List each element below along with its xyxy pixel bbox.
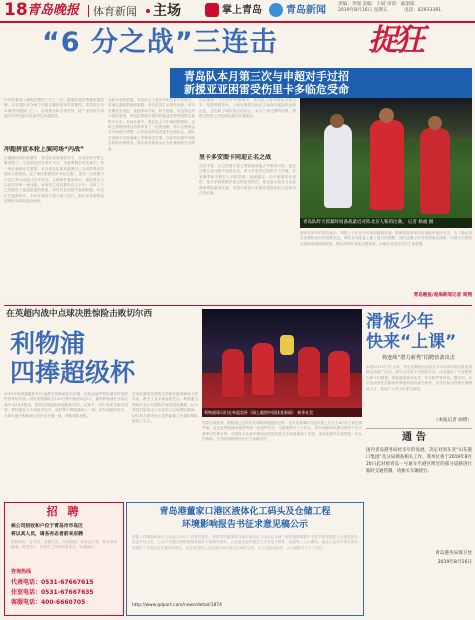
lead-column-1: 中甲联赛进入赛程后期的三分之一后，联赛冲超形势越来越清晰，多支球队争夺两个冲超名额的竞争异常激烈。青岛队作为本赛季冲超热门之一，目前排名积分榜前列，接下来连续与申超对手的同组对抗将决定冲超前景。 冲超拼宣本轮上演同场“内战” 在刚刚结束的联赛中，青岛队客场战胜对手，目前在积分榜上暂列第三，与前两名的分差并不大，本赛季剩余的比赛中，每一场比赛都至关重要。本月青岛队要连续面对三支同样具有冲超实力的球队，这三场比赛被视为“6分之战”，因为一旦获胜不仅自己拿分还能让对手丢分。主教练在赛前表示，球队要全力以赴打好每一场比赛，争取把主动权握在自己手中。全队上下已经做好了迎接挑战的准备，球员们在训练中表现积极，状态正在逐渐回升。本轮比赛将于周六晚上进行，俱乐部希望球迷到现场为球队加油助威。	[4, 98, 104, 204]
recruit-phone-3: 客服电话：400-6660705	[11, 599, 86, 606]
lead-photo-caption: 青岛队昨天抓紧时间备战最近对阵北京人和的比赛。 记者 杨福 摄	[300, 218, 472, 228]
recruit-line-2: 将以其人员，请各有志者前来应聘	[11, 532, 83, 537]
editor-line: 责编：李强 美编：王斌 审读：戚朋商	[338, 2, 415, 7]
page-number: 18	[4, 0, 28, 20]
notice-title: 通告	[402, 432, 430, 443]
masthead	[0, 0, 475, 22]
lead-column-4: 德甲名单中的球员表示，球队上下正在为比赛积极做准备。教练组要求球员在训练中保持专注，为了能让球员们保持良好的竞技状态，球队在训练量上做了适当的调整，同时加强了针对性的战术演练。比赛当天将有大批球迷到现场观战，俱乐部呼吁球迷文明观赛，为球队营造良好的主场氛围。 青岛晚报/观海新闻记者 周翔	[300, 231, 472, 298]
recruit-phone-1: 代表电话：0531-67667615	[11, 579, 94, 586]
column-name: 主场	[153, 3, 181, 19]
middle-kicker: 在英超内战中点球决胜惊险击败切尔西	[6, 309, 153, 319]
lead-subtitle-banner	[170, 68, 472, 98]
lead-headline-accent: 捉狂	[368, 23, 422, 58]
middle-body-3: 凭借这场胜利，利物浦已经四次获得欧洲超级杯冠军，在该项赛事的夺冠次数上仅次于AC米兰和巴塞罗那。这也是利物浦本赛季的第一座冠军奖杯，为新赛季开了个好头。切尔西新帅执教后的首个正式赛事以失利告终，但球队在比赛中展现出的进攻能力让球迷看到了希望。本场比赛的主裁判是一名女性裁判，这在欧洲超级杯历史上尚属首次。	[202, 421, 362, 442]
notice-org: 青岛港务局保卫处	[435, 551, 472, 556]
middle-headline-2: 四捧超级杯	[10, 358, 136, 387]
recruit-title: 招 聘	[46, 505, 82, 518]
partner-name: 青岛新闻	[286, 5, 326, 16]
hotline: 电话：82933391	[404, 8, 442, 13]
lead-column-3: 应在赛前三个月的中甲联赛中，青岛队与前列球队分别交手，结果有胜有负。上轮比赛青岛队在主场面对强敌时表现出色，这也给了球队很大的信心。本月三场比赛的结果，将很大程度上决定球队能否冲超成功。 里卡多安图卡同迎正名之战 从技术看，后卫安图卡是主教练赛前重点考察的对象，他在近期几场比赛中表现出色，里卡多是青岛队的主力外援，在本赛季前半程打入多粒进球，表现稳定。由于新援亚亚受伤，里卡多将被赋予更大的进攻责任，他也表示将全力以赴帮助球队赢得比赛。安图卡和里卡多都希望借此机会证明自己的价值。	[199, 98, 296, 196]
lead-byline: 青岛晚报/观海新闻记者 周翔	[413, 293, 472, 298]
notice	[366, 432, 472, 582]
port-ad-title-2: 环境影响报告书征求意见稿公示	[181, 520, 308, 530]
side-byline: （本报记者 曲增）	[433, 418, 472, 423]
port-ad: 青岛港董家口港区液体化工码头及仓储工程 环境影响报告书征求意见稿公示 根据《环境影响评价公众参与办法》的有关规定，现将青岛港董家口港区液体化工码头及仓储工程环境影响报告书征求意见稿及公众意见表等信息予以公开，公众可以通过网络链接查阅和下载相关资料，公众意见表的提交方式为电子邮件、信函等。公示期间，欢迎公众对本项目的环境保护工作提出宝贵意见和建议，征求意见的公众范围为项目周边区域的公民、法人和其他组织，公示期限为十个工作日。 http://www.qdport.com/news/detail/1874	[126, 502, 364, 616]
lead-headline: “6 分之战”三连击	[42, 27, 278, 58]
date-line: 2019年8月16日 星期五	[338, 8, 388, 13]
paper-name: 青岛晚报	[27, 3, 80, 18]
side-headline-2: 快来“上课”	[366, 332, 457, 352]
side-body: 本报8月15日讯 日前，青岛市滑板运动协会与市体育局联合推出滑板运动推广活动，面向全市青少年招收学员。活动邀请了专业教练为孩子们授课，课程涵盖基本动作、安全防护等内容。据介绍，本次活动旨在发掘培养滑板项目的潜力新秀，为今后参加各级比赛储备人才，欢迎广大青少年报名参加。 （本报记者 曲增）	[366, 365, 472, 423]
recruit-phone-2: 住室电话：0531-67667635	[11, 589, 94, 596]
middle-body-1: 2019年欧洲超级杯15日凌晨在伊斯坦布尔打响，由欧冠冠军利物浦对阵欧联杯冠军切尔西。两支英超球队在120分钟内战成2比2平，最终利物浦在点球大战中以5比4胜出，第四次捧起欧洲超级杯奖杯。比赛中，切尔西率先取得进球，利物浦在下半场扳平比分，加时赛中利物浦再入一球，切尔西随后扳平。点球大战中利物浦门将扑出关键一球，帮助球队获胜。	[4, 392, 128, 418]
middle-photo-caption: 利物浦球员们在举起奖杯（网上截图中国体育新闻） 新华社发	[202, 408, 362, 417]
app-name: 掌上青岛	[222, 5, 262, 16]
lead-subhead-2: 里卡多安图卡同迎正名之战	[199, 154, 272, 161]
lead-subtitle-1: 青岛队本月第三次与申超对手过招	[184, 70, 349, 83]
lead-subhead-1: 冲超拼宣本轮上演同场“内战”	[4, 146, 84, 153]
middle-body-2: 这场比赛是英超两支劲旅在欧洲赛场上的对话，吸引了众多球迷的关注。利物浦主帅赛后表示对球队的表现感到满意，认为球员们展现出了出色的斗志和团队精神。切尔西方面则表示虽然输掉了比赛但球队展现了实力。	[132, 392, 198, 424]
middle-photo	[202, 309, 362, 417]
app-logo	[205, 3, 219, 17]
lead-subtitle-2: 新援亚亚困雷受伤里卡多临危受命	[184, 83, 349, 96]
recruit-ad: 招 聘 核公司招收和户位于青岛市市岛区 将以其人员，请各有志者前来应聘 招聘岗位：业务员、客服专员、行政助理、财务会计等，要求身体健康，有责任心，有相关工作经验者优先，待遇面议。 咨询热线 代表电话：0531-67667615 住室电话：0531-67667635 客服电话：400-6660705	[4, 502, 124, 616]
side-headline-1: 滑板少年	[366, 312, 434, 332]
middle-headline-1: 利物浦	[10, 329, 86, 358]
lead-column-2: 从积分形势来看，青岛队与上轮对手的分差只有两分，本场比赛如果能够取胜，青岛队将扩大领先优势。对手近期状态出色，连续多场不败，防守稳固，攻击线也有不俗的表现。青岛队需要在保持阵地战优势的同时注意防守反击。本场比赛中，青岛队主力中场因伤缺阵，这给主教练的排兵布阵带来了一定的困难，预计主教练会对中场进行调整，让年轻球员获得更多出场机会。球队在训练中已经演练了多种战术方案，以应对比赛中可能出现的各种情况。俱乐部方面表示会为比赛做好充分准备。	[108, 98, 195, 151]
lead-photo	[300, 98, 472, 228]
port-ad-title-1: 青岛港董家口港区液体化工码头及仓储工程	[159, 507, 331, 517]
recruit-line-3: 咨询热线	[11, 569, 32, 575]
recruit-line-1: 核公司招收和户位于青岛市市岛区	[11, 524, 83, 529]
notice-date: 2019年8月16日	[437, 560, 472, 565]
section-name: 体育新闻	[93, 5, 137, 18]
notice-body: 国内青岛港务局经多年的发展，决定对原东亚“山东港口集团”及分局调查相关工作。我单位将于2019年8月20日起对原青岛一号通车至港区附近的部分道路进行临时交通管制，请相关车辆绕行。	[366, 448, 472, 474]
side-subtitle: 将连续“潜力新秀”招聘营备出击	[382, 355, 455, 361]
partner-logo	[269, 3, 283, 17]
port-ad-url[interactable]: http://www.qdport.com/news/detail/1874	[132, 603, 222, 608]
